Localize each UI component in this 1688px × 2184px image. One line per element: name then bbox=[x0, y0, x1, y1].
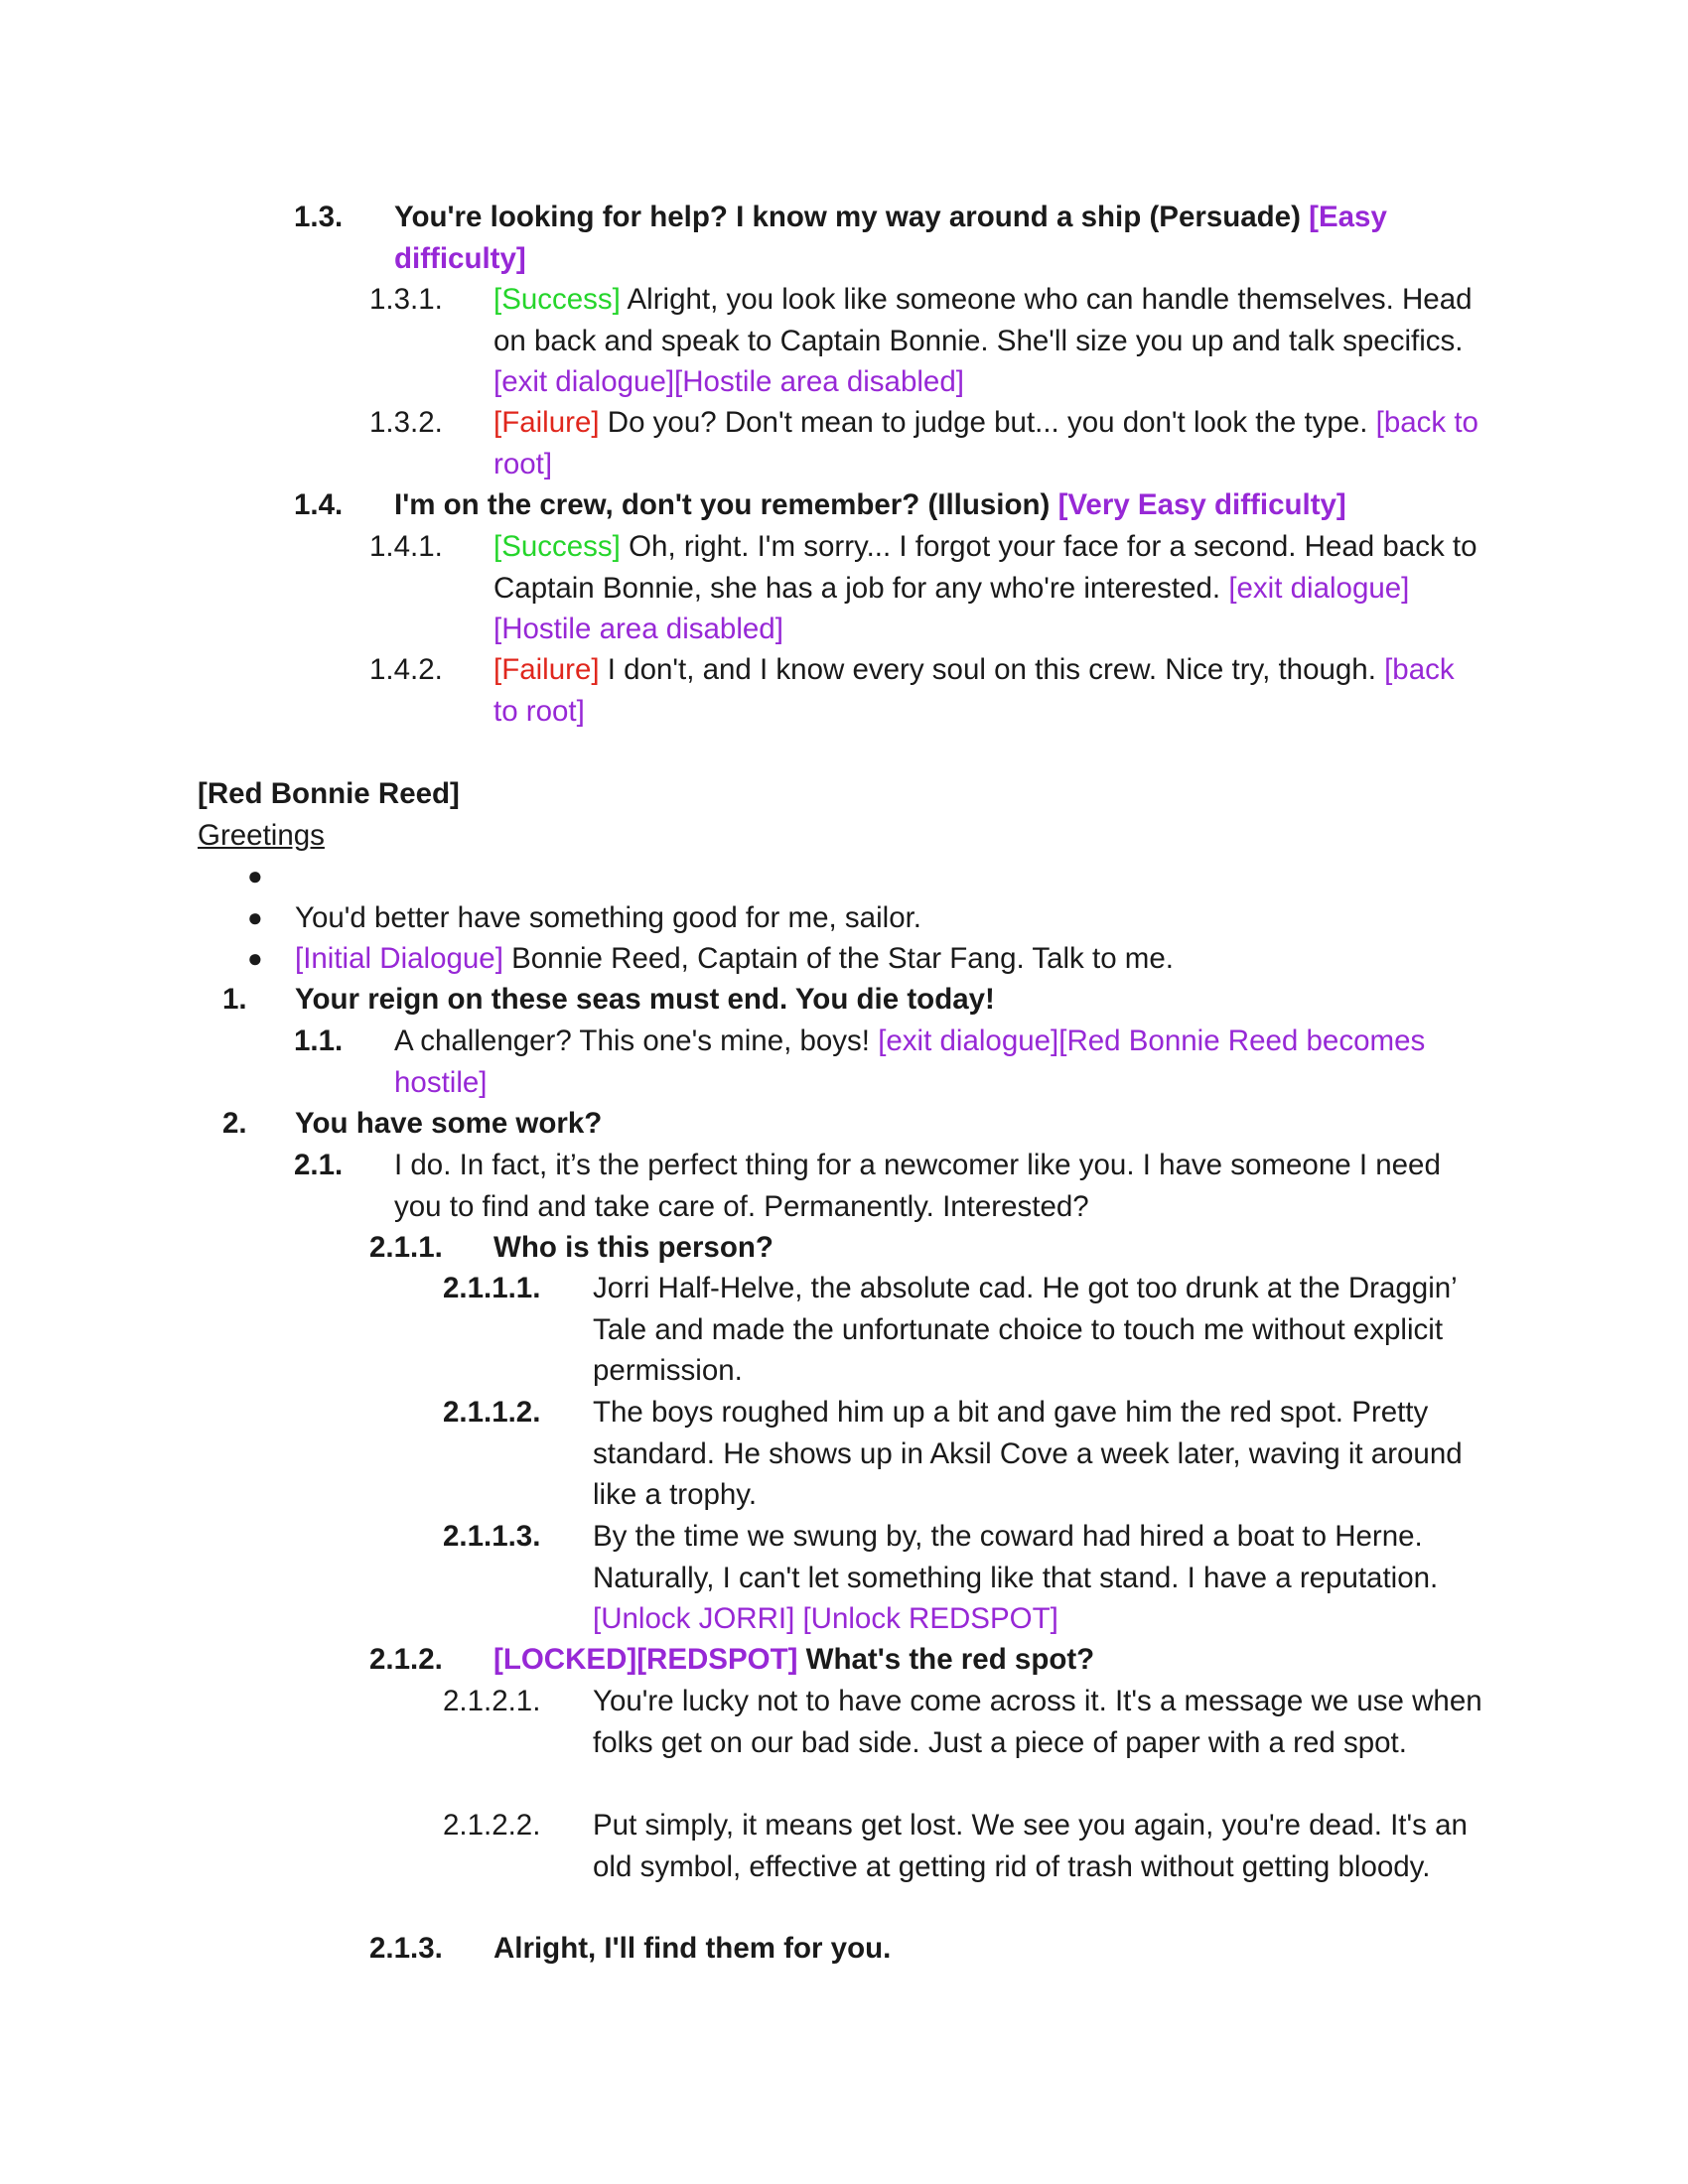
list-number: 2.1.1. bbox=[369, 1231, 443, 1264]
action-tag: [back to root] bbox=[493, 653, 1455, 728]
success-tag: [Success] bbox=[493, 530, 621, 563]
list-number: 2.1.2. bbox=[369, 1643, 443, 1676]
response-text: Do you? Don't mean to judge but... you don't look the type. bbox=[599, 406, 1376, 439]
list-number: 1.1. bbox=[294, 1024, 344, 1057]
initial-dialogue-tag: [Initial Dialogue] bbox=[295, 942, 503, 975]
list-number: 1.4.2. bbox=[369, 653, 443, 686]
list-number: 2.1.1.3. bbox=[443, 1520, 541, 1553]
list-number: 1.4. bbox=[294, 488, 344, 521]
action-tag: [exit dialogue][Red Bonnie Reed becomes hostile] bbox=[394, 1024, 1426, 1099]
list-number: 2.1.2.1. bbox=[443, 1685, 541, 1717]
list-number: 2.1.3. bbox=[369, 1932, 443, 1965]
failure-tag: [Failure] bbox=[493, 653, 600, 686]
bullet-icon: ● bbox=[247, 902, 263, 932]
option-text: You're looking for help? I know my way around a ship (Persuade) bbox=[394, 201, 1310, 233]
list-number: 1. bbox=[222, 983, 247, 1016]
greetings-heading: Greetings bbox=[198, 819, 325, 852]
success-tag: [Success] bbox=[493, 283, 621, 316]
list-number: 1.3.2. bbox=[369, 406, 443, 439]
list-number: 2.1.1.2. bbox=[443, 1396, 541, 1429]
action-tag: [exit dialogue][Hostile area disabled] bbox=[493, 365, 964, 398]
npc-name-heading: [Red Bonnie Reed] bbox=[198, 777, 460, 810]
response-text: I don't, and I know every soul on this crew. Nice try, though. bbox=[599, 653, 1385, 686]
difficulty-tag: [Easy difficulty] bbox=[394, 201, 1387, 275]
document-page: 1.3. You're looking for help? I know my way around a ship (Persuade) [Easy difficulty] 1.3.1. [Success] Alright, you look like someone who can handle themselves. Head on back and speak to Captain Bonnie. She'll size you up and talk specifics. [exit dialogue][Hostile area disabled] 1.3.2. [Failure] Do you? Don't mean to judge but... you don't look the type. [back to root] 1.4. I'm on the crew, don't you remember? (Illusion) [Very Easy difficulty] 1.4.1. [Success] Oh, right. I'm sorry... I forgot your face for a second. Head back to Captain Bonnie, she has a job for any who're interested. [exit dialogue][Hostile area disabled] 1.4.2. [Failure] I don't, and I know every soul on this crew. Nice try, though. [back to root] [Red Bonnie Reed] Greetings ● ● You'd better have something good for me, sailor. ● [Initial Dialogue] Bonnie Reed, Captain of the Star Fang. Talk to me. 1. Your reign on these seas must end. You die today! 1.1. A challenger? This one's mine, boys! [exit dialogue][Red Bonnie Reed becomes hostile] 2. You have some work? 2.1. I do. In fact, it’s the perfect thing for a newcomer like you. I have someone I need you to find and take care of. Permanently. Interested? 2.1.1. Who is this person? 2.1.1.1. Jorri Half-Helve, the absolute cad. He got too drunk at the Draggin’ Tale and made the unfortunate choice to touch me without explicit permission. 2.1.1.2. The boys roughed him up a bit and gave him the red spot. Pretty standard. He shows up in Aksil Cove a week later, waving it around like a trophy. 2.1.1.3. By the time we swung by, the coward had hired a boat to Herne. Naturally, I can't let something like that stand. I have a reputation. [Unlock JORRI] [Unlock REDSPOT] 2.1.2. [LOCKED][REDSPOT] What's the red spot? 2.1.2.1. You're lucky not to have come across it. It's a message we use when folks get on our bad side. Just a piece of paper with a red spot. 2.1.2.2. Put simply, it means get lost. We see you again, you're dead. It's an old symbol, effective at getting rid of trash without getting bloody. 2.1.3. Alright, I'll find them for you. bbox=[0, 0, 1688, 2184]
list-number: 1.3. bbox=[294, 201, 344, 233]
list-number: 2.1.2.2. bbox=[443, 1809, 541, 1842]
bullet-icon: ● bbox=[247, 861, 263, 890]
option-text: I'm on the crew, don't you remember? (Illusion) bbox=[394, 488, 1058, 521]
bullet-icon: ● bbox=[247, 943, 263, 973]
response-text: Oh, right. I'm sorry... I forgot your face for a second. Head back to Captain Bonnie, she has a job for any who're interested. bbox=[493, 530, 1477, 605]
action-tag: [exit dialogue][Hostile area disabled] bbox=[493, 571, 1410, 645]
list-number: 1.4.1. bbox=[369, 530, 443, 563]
list-number: 2. bbox=[222, 1107, 247, 1140]
locked-tag: [LOCKED][REDSPOT] bbox=[493, 1643, 798, 1676]
list-number: 2.1. bbox=[294, 1149, 344, 1181]
unlock-tag: [Unlock JORRI] [Unlock REDSPOT] bbox=[593, 1602, 1058, 1635]
difficulty-tag: [Very Easy difficulty] bbox=[1057, 488, 1346, 521]
action-tag: [back to root] bbox=[493, 406, 1478, 480]
response-text: Alright, you look like someone who can handle themselves. Head on back and speak to Captain Bonnie. She'll size you up and talk specifics. bbox=[493, 283, 1473, 357]
list-number: 2.1.1.1. bbox=[443, 1272, 541, 1304]
failure-tag: [Failure] bbox=[493, 406, 600, 439]
list-number: 1.3.1. bbox=[369, 283, 443, 316]
